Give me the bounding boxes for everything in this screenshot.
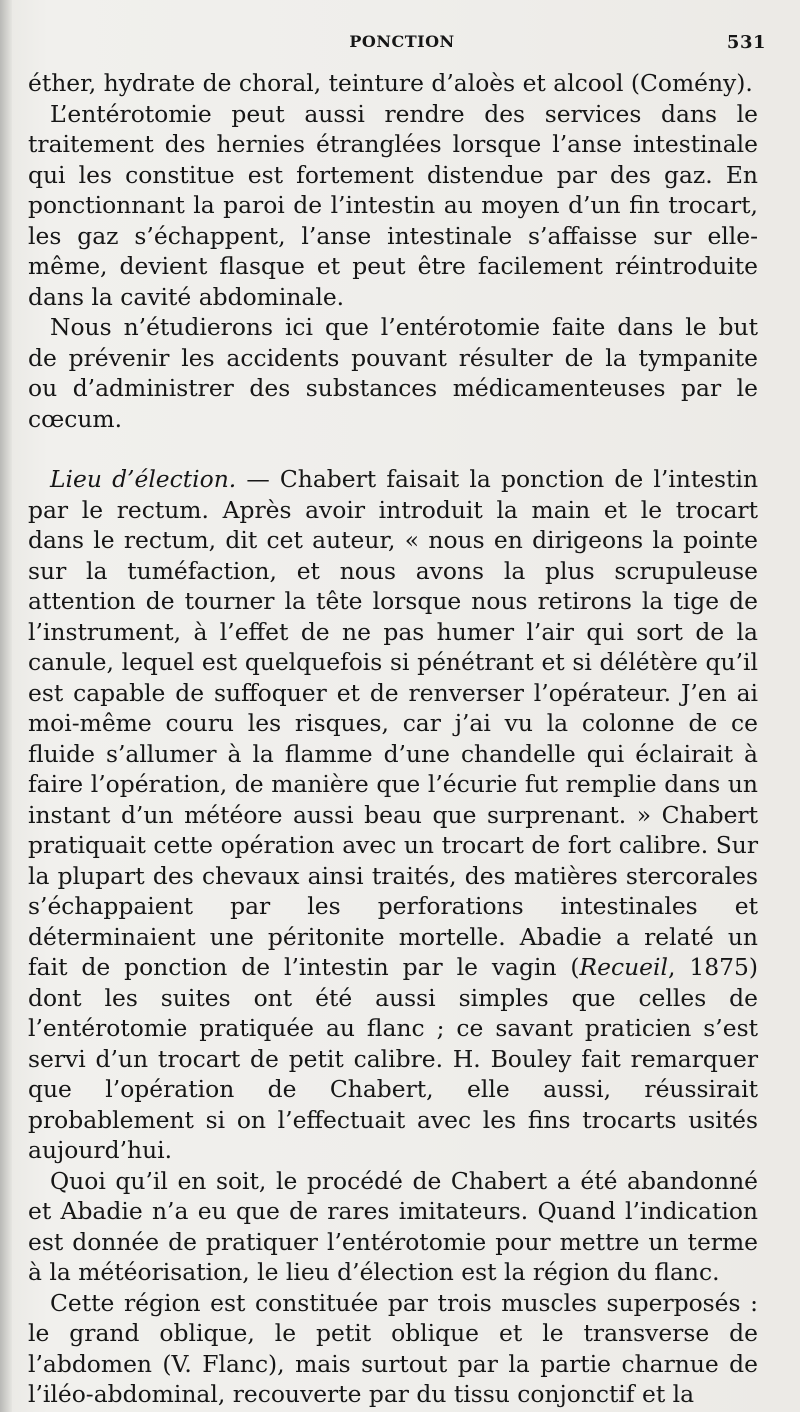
section-heading-lieu-election: Lieu d’élection. — [50, 465, 237, 493]
paragraph-continuation: éther, hydrate de choral, teinture d’aloès et alcool (Comény). — [28, 69, 753, 97]
page-gutter-shadow — [0, 0, 12, 1412]
paragraph-lieu-election-text-2: , 1875) dont les suites ont été aussi simples que celles de l’entérotomie pratiquée au flanc ; ce savant praticien s’est servi d’un trocart de petit calibre. H. Bouley fait remarquer que l’opération de Chabert, elle aussi, réussirait probablement si on l’effectuait avec les fins trocarts usités aujourd’hui. — [28, 953, 758, 1164]
running-head — [28, 32, 776, 62]
body-text — [28, 68, 758, 1410]
paragraph-procede-abandonne: Quoi qu’il en soit, le procédé de Chabert a été abandonné et Abadie n’a eu que de rares imitateurs. Quand l’indication est donnée de pratiquer l’entérotomie pour mettre un terme à la météorisation, le lieu d’élection est la région du flanc. — [28, 1166, 758, 1286]
paragraph-lieu-election — [28, 464, 758, 1166]
page-number: 531 — [726, 32, 766, 53]
paragraph-objet-etude: Nous n’étudierons ici que l’entérotomie faite dans le but de prévenir les accidents pouvant résulter de la tympanite ou d’administrer des substances médicamenteuses par le cœcum. — [28, 313, 758, 433]
citation-recueil: Recueil — [579, 953, 668, 981]
paragraph-enterotomie-hernies: L’entérotomie peut aussi rendre des services dans le traitement des hernies étranglées lorsque l’anse intestinale qui les constitue est fortement distendue par des gaz. En ponctionnant la paroi de l’intestin au moyen d’un fin trocart, les gaz s’échappent, l’anse intestinale s’affaisse sur elle-même, devient flasque et peut être facilement réintroduite dans la cavité abdominale. — [28, 99, 758, 311]
paragraph-region-flanc: Cette région est constituée par trois muscles superposés : le grand oblique, le petit oblique et le transverse de l’abdomen (V. Flanc), mais surtout par la partie charnue de l’iléo-abdominal, recouverte par du tissu conjonctif et la — [28, 1288, 758, 1408]
running-title: PONCTION — [349, 32, 455, 51]
paragraph-lieu-election-text-1: — Chabert faisait la ponction de l’intestin par le rectum. Après avoir introduit la main et le trocart dans le rectum, dit cet auteur, « nous en dirigeons la pointe sur la tuméfaction, et nous avons la plus scrupuleuse attention de tourner la tête lorsque nous retirons la tige de l’instrument, à l’effet de ne pas humer l’air qui sort de la canule, lequel est quelquefois si pénétrant et si délétère qu’il est capable de suffoquer et de renverser l’opérateur. J’en ai moi-même couru les risques, car j’ai vu la colonne de ce fluide s’allumer à la flamme d’une chandelle qui éclairait à faire l’opération, de manière que l’écurie fut remplie dans un instant d’un météore aussi beau que surprenant. » Chabert pratiquait cette opération avec un trocart de fort calibre. Sur la plupart des chevaux ainsi traités, des matières stercorales s’échappaient par les perforations intestinales et déterminaient une péritonite mortelle. Abadie a relaté un fait de ponction de l’intestin par le vagin ( — [28, 465, 759, 981]
